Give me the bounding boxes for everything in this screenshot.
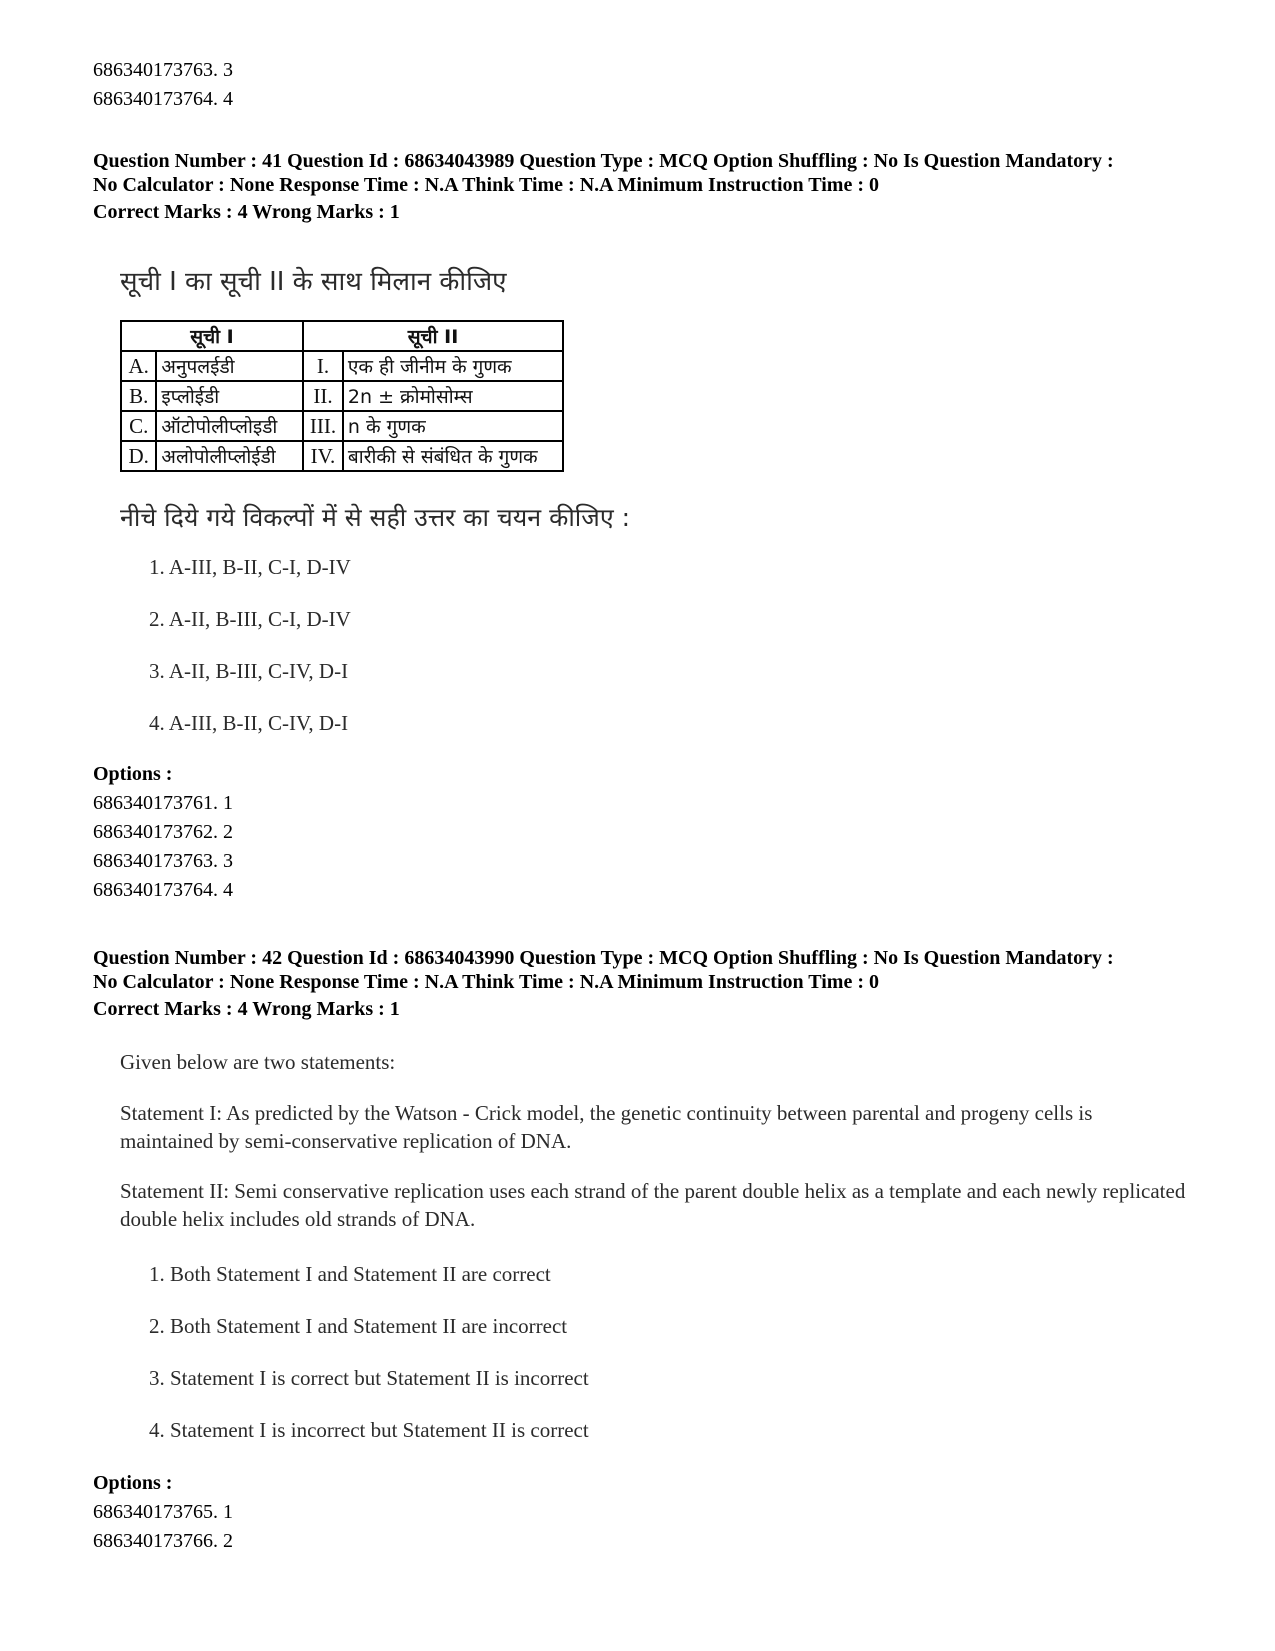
- q42-intro: Given below are two statements:: [120, 1050, 396, 1074]
- row-right: बारीकी से संबंधित के गुणक: [343, 441, 563, 471]
- table-header-list2: सूची II: [303, 321, 563, 351]
- q41-marks: Correct Marks : 4 Wrong Marks : 1: [93, 201, 400, 223]
- row-left: इप्लोईडी: [156, 381, 303, 411]
- q41-choice-1: 1. A-III, B-II, C-I, D-IV: [149, 555, 351, 579]
- row-numeral: IV.: [303, 441, 343, 471]
- table-row: [121, 381, 563, 411]
- q42-choice-1: 1. Both Statement I and Statement II are correct: [149, 1262, 551, 1286]
- q41-choice-3: 3. A-II, B-III, C-IV, D-I: [149, 659, 349, 683]
- q41-meta: [93, 149, 1213, 224]
- q41-meta-line1: Question Number : 41 Question Id : 68634043989 Question Type : MCQ Option Shuffling : No Is Question Mandatory :: [93, 150, 1114, 172]
- options-heading: Options :: [93, 763, 173, 785]
- row-left: अलोपोलीप्लोईडी: [156, 441, 303, 471]
- row-label: A.: [121, 351, 156, 381]
- q41-prompt: नीचे दिये गये विकल्पों में से सही उत्तर का चयन कीजिए :: [120, 503, 631, 532]
- row-label: B.: [121, 381, 156, 411]
- row-label: D.: [121, 441, 156, 471]
- row-right: n के गुणक: [343, 411, 563, 441]
- option-item: 686340173761. 1: [93, 792, 233, 814]
- q41-options-list: [93, 760, 233, 905]
- q41-meta-line2: No Calculator : None Response Time : N.A Think Time : N.A Minimum Instruction Time : 0: [93, 174, 879, 196]
- row-left: अनुपलईडी: [156, 351, 303, 381]
- row-right: 2n ± क्रोमोसोम्स: [343, 381, 563, 411]
- prev-options-list: [93, 56, 233, 114]
- q42-meta-line1: Question Number : 42 Question Id : 68634043990 Question Type : MCQ Option Shuffling : No Is Question Mandatory :: [93, 947, 1114, 969]
- option-item: 686340173765. 1: [93, 1501, 233, 1523]
- option-item: 686340173766. 2: [93, 1530, 233, 1552]
- table-row: [121, 411, 563, 441]
- q42-marks: Correct Marks : 4 Wrong Marks : 1: [93, 998, 400, 1020]
- option-item: 686340173764. 4: [93, 879, 233, 901]
- q41-match-table: [120, 320, 564, 472]
- options-heading: Options :: [93, 1472, 173, 1494]
- table-row: [121, 351, 563, 381]
- q42-meta: [93, 946, 1213, 1021]
- q42-statement-2: Statement II: Semi conservative replication uses each strand of the parent double helix as a template and each newly replicated double helix includes old strands of DNA.: [120, 1179, 1186, 1231]
- q41-choice-4: 4. A-III, B-II, C-IV, D-I: [149, 711, 349, 735]
- q42-choice-3: 3. Statement I is correct but Statement II is incorrect: [149, 1366, 589, 1390]
- row-right: एक ही जीनीम के गुणक: [343, 351, 563, 381]
- q42-choice-2: 2. Both Statement I and Statement II are incorrect: [149, 1314, 568, 1338]
- option-item: 686340173764. 4: [93, 88, 233, 110]
- option-item: 686340173763. 3: [93, 59, 233, 81]
- q42-statement-1: Statement I: As predicted by the Watson - Crick model, the genetic continuity between parental and progeny cells is maintained by semi-conservative replication of DNA.: [120, 1101, 1093, 1153]
- q41-choice-2: 2. A-II, B-III, C-I, D-IV: [149, 607, 351, 631]
- row-numeral: III.: [303, 411, 343, 441]
- row-numeral: I.: [303, 351, 343, 381]
- q42-options-list: [93, 1469, 233, 1556]
- option-item: 686340173762. 2: [93, 821, 233, 843]
- option-item: 686340173763. 3: [93, 850, 233, 872]
- table-row: [121, 441, 563, 471]
- q42-meta-line2: No Calculator : None Response Time : N.A Think Time : N.A Minimum Instruction Time : 0: [93, 971, 879, 993]
- row-left: ऑटोपोलीप्लोइडी: [156, 411, 303, 441]
- q41-title: सूची I का सूची II के साथ मिलान कीजिए: [120, 267, 507, 297]
- table-header-list1: सूची I: [121, 321, 303, 351]
- row-numeral: II.: [303, 381, 343, 411]
- q42-choice-4: 4. Statement I is incorrect but Statement II is correct: [149, 1418, 589, 1442]
- table-header-row: [121, 321, 563, 351]
- row-label: C.: [121, 411, 156, 441]
